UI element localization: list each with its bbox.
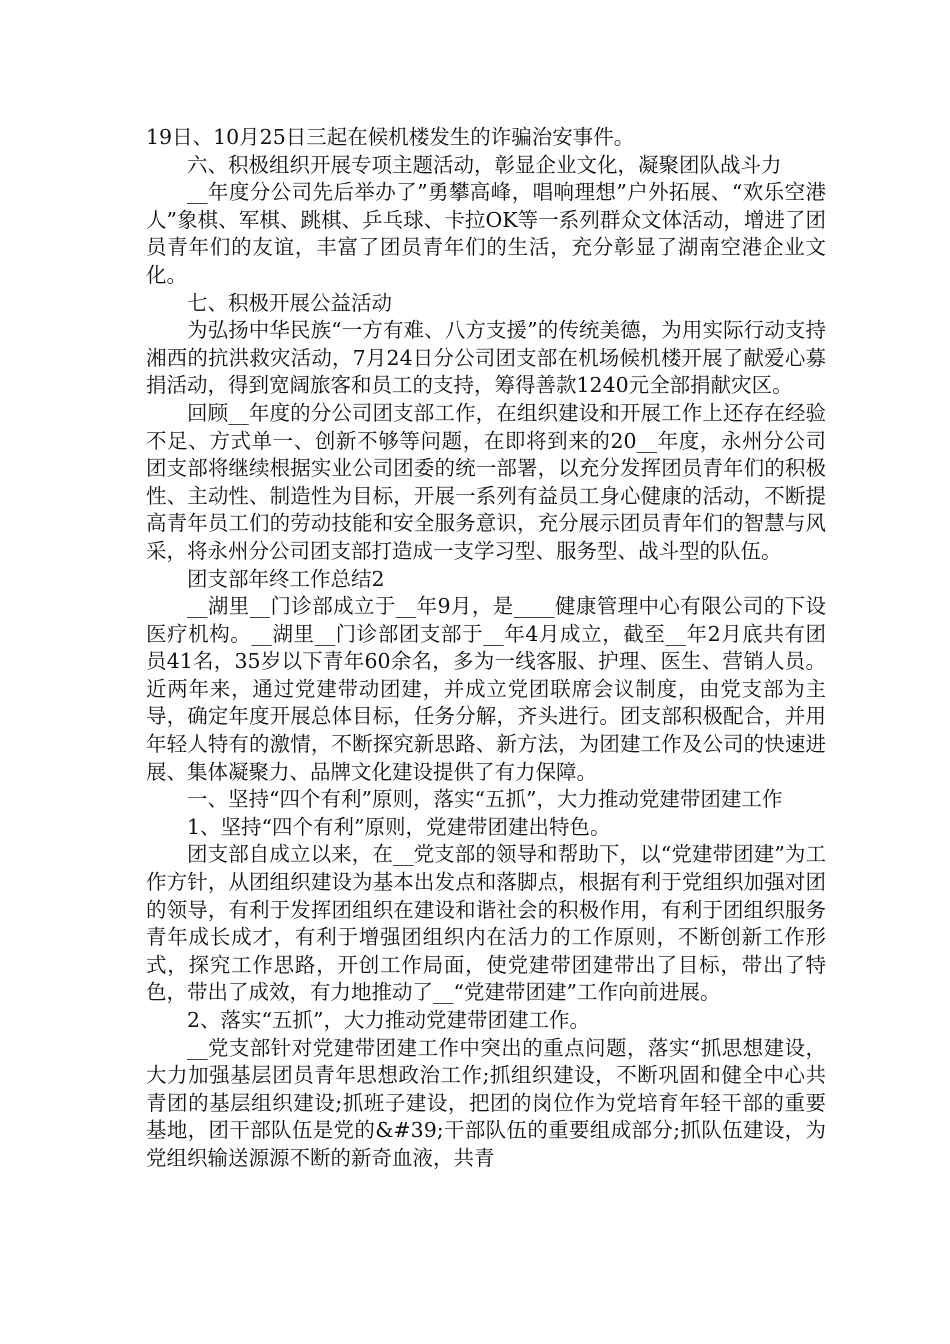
paragraph: __党支部针对党建带团建工作中突出的重点问题，落实“抓思想建设，大力加强基层团员青年思想政治工作;抓组织建设，不断巩固和健全中心共青团的基层组织建设;抓班子建设，把团的岗位作为党培育年轻干部的重要基地，团干部队伍是党的&#39;干部队伍的重要组成部分;抓队伍建设，为党组织输送源源不断的新奇血液，共青 <box>146 1035 826 1170</box>
document-subtitle: 团支部年终工作总结2 <box>187 566 385 591</box>
paragraph: __年度分公司先后举办了”勇攀高峰，唱响理想”户外拓展、“欢乐空港人”象棋、军棋、跳棋、乒乓球、卡拉OK等一系列群众文体活动，增进了团员青年们的友谊，丰富了团员青年们的生活，充分彰显了湖南空港企业文化。 <box>146 180 826 287</box>
paragraph: __湖里__门诊部成立于__年9月，是____健康管理中心有限公司的下设医疗机构。__湖里__门诊部团支部于__年4月成立，截至__年2月底共有团员41名，35岁以下青年60余名，多为一线客服、护理、医生、营销人员。近两年来，通过党建带动团建，并成立党团联席会议制度，由党支部为主导，确定年度开展总体目标，任务分解，齐头进行。团支部积极配合，并用年轻人特有的激情，不断探究新思路、新方法，为团建工作及公司的快速进展、集体凝聚力、品牌文化建设提供了有力保障。 <box>146 594 826 784</box>
paragraph: 为弘扬中华民族“一方有难、八方支援”的传统美德，为用实际行动支持湘西的抗洪救灾活动，7月24日分公司团支部在机场候机楼开展了献爱心募捐活动，得到宽阔旅客和员工的支持，筹得善款1240元全部捐献灾区。 <box>146 318 826 398</box>
section-heading: 七、积极开展公益活动 <box>187 290 392 315</box>
paragraph: 19日、10月25日三起在候机楼发生的诈骗治安事件。 <box>146 125 635 149</box>
document-body <box>146 124 826 1173</box>
paragraph: 回顾__年度的分公司团支部工作，在组织建设和开展工作上还存在经验不足、方式单一、创新不够等问题，在即将到来的20__年度，永州分公司团支部将继续根据实业公司团委的统一部署，以充分发挥团员青年们的积极性、主动性、制造性为目标，开展一系列有益员工身心健康的活动，不断提高青年员工们的劳动技能和安全服务意识，充分展示团员青年们的智慧与风采，将永州分公司团支部打造成一支学习型、服务型、战斗型的队伍。 <box>146 400 826 563</box>
subsection-heading: 2、落实“五抓”，大力推动党建带团建工作。 <box>187 1008 591 1032</box>
subsection-heading: 1、坚持“四个有利”原则，党建带团建出特色。 <box>187 814 611 839</box>
section-heading: 六、积极组织开展专项主题活动，彰显企业文化，凝聚团队战斗力 <box>187 152 782 177</box>
section-heading: 一、坚持“四个有利”原则，落实“五抓”，大力推动党建带团建工作 <box>187 787 783 812</box>
paragraph: 团支部自成立以来，在__党支部的领导和帮助下，以“党建带团建”为工作方针，从团组织建设为基本出发点和落脚点，根据有利于党组织加强对团的领导，有利于发挥团组织在建设和谐社会的积极作用，有利于团组织服务青年成长成才，有利于增强团组织内在活力的工作原则，不断创新工作形式，探究工作思路，开创工作局面，使党建带团建带出了目标，带出了特色，带出了成效，有力地推动了__“党建带团建”工作向前进展。 <box>146 842 826 1005</box>
